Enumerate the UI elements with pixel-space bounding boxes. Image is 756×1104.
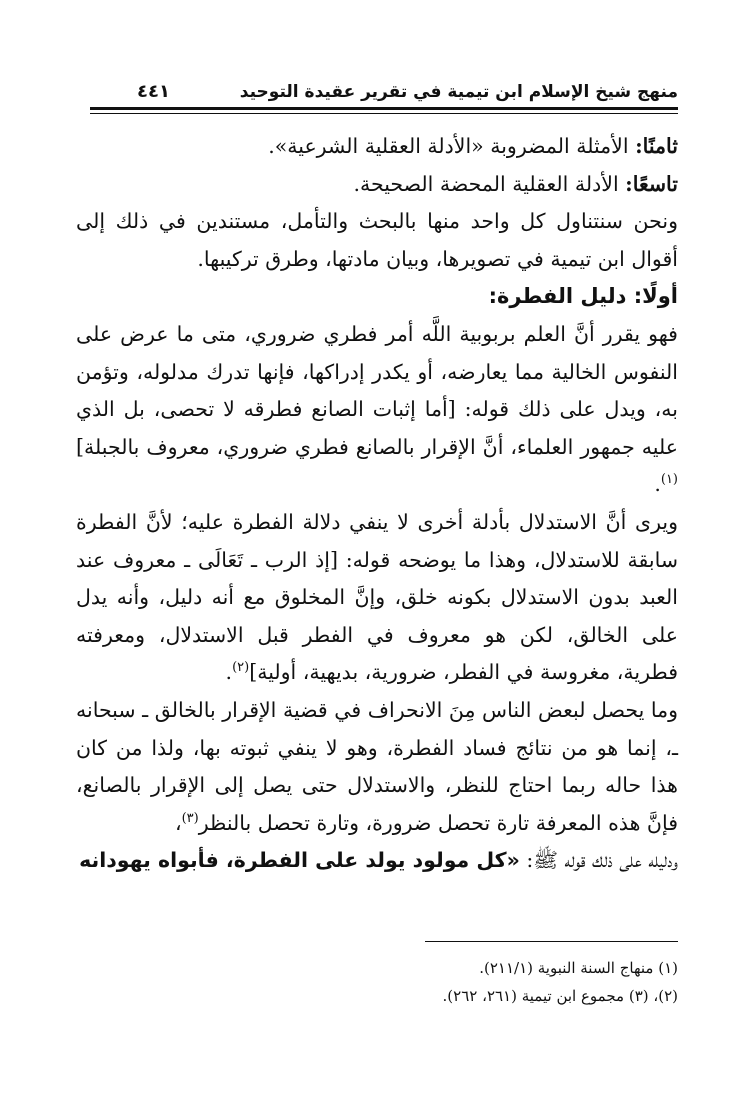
body-text (76, 128, 678, 880)
hadith-quote: «كل مولود يولد على الفطرة، فأبواه يهودانه (79, 848, 520, 873)
paragraph-text: ويرى أنَّ الاستدلال بأدلة أخرى لا ينفي دلالة الفطرة عليه؛ لأنَّ الفطرة سابقة للاستدلال، وهذا ما يوضحه قوله: [إذ الرب ـ تَعَالَى ـ معروف عند العبد بدون الاستدلال بكونه خلق، وإنَّ المخلوق مع أنه دليل، وأنه يدل على الخالق، لكن هو معروف في الفطر قبل الاستدلال، ومعرفته فطرية، مغروسة في الفطر، ضرورية، بديهية، أولية] (76, 509, 678, 685)
footnote-marker: (١) (660, 472, 678, 488)
paragraph (76, 316, 678, 504)
footnote-separator (425, 941, 678, 942)
paragraph-end: . (225, 660, 233, 685)
header-title: منهج شيخ الإسلام ابن تيمية في تقرير عقيدة التوحيد (239, 82, 678, 102)
list-item-text: الأمثلة المضروبة «الأدلة العقلية الشرعية». (268, 134, 636, 158)
footnote: (٢)، (٣) مجموع ابن تيمية (٢٦١، ٢٦٢). (442, 987, 678, 1005)
header-rule-thick (90, 107, 678, 110)
list-item-lead: تاسعًا: (625, 171, 678, 196)
footnote: (١) منهاج السنة النبوية (٢١١/١). (479, 959, 678, 977)
footnote-marker: (٣) (181, 810, 199, 826)
paragraph (76, 692, 678, 842)
intro-paragraph: ونحن سنتناول كل واحد منها بالبحث والتأمل، مستندين في ذلك إلى أقوال ابن تيمية في تصويرها، وبيان مادتها، وطرق تركيبها. (76, 209, 678, 271)
header-rule-thin (90, 113, 678, 114)
list-item-lead: ثامنًا: (635, 134, 678, 158)
section-heading: أولًا: دليل الفطرة: (488, 284, 678, 309)
footnote-marker: (٢) (232, 660, 250, 676)
paragraph-text: وما يحصل لبعض الناس مِنَ الانحراف في قضية الإقرار بالخالق ـ سبحانه ـ، إنما هو من نتائج فساد الفطرة، وهو لا ينفي ثبوته بها، ولذا من كان هذا حاله ربما احتاج للنظر، والاستدلال حتى يصل إلى الإقرار بالصانع، فإنَّ هذه المعرفة تارة تحصل ضرورة، وتارة تحصل بالنظر (76, 697, 678, 835)
paragraph-end: ، (174, 810, 182, 835)
paragraph-end: . (654, 472, 661, 497)
paragraph-text: فهو يقرر أنَّ العلم بربوبية اللَّه أمر فطري ضروري، متى ما عرض على النفوس الخالية مما يعارضه، أو يكدر إدراكها، فإنها تدرك مدلوله، وتؤمن به، ويدل على ذلك قوله: [أما إثبات الصانع فطرقه لا تحصى، بل الذي عليه جمهور العلماء، أنَّ الإقرار بالصانع فطري ضروري، معروف بالجبلة] (76, 321, 678, 459)
footnotes (300, 954, 678, 1010)
page-number: ٤٤١ (137, 81, 170, 102)
paragraph-text: ودليله على ذلك قوله ﷺ: (519, 848, 678, 873)
paragraph (76, 842, 678, 880)
list-item-ninth (76, 166, 678, 204)
paragraph (76, 504, 678, 692)
running-header (90, 76, 678, 116)
list-item-eighth (76, 128, 678, 166)
list-item-text: الأدلة العقلية المحضة الصحيحة. (353, 171, 626, 196)
